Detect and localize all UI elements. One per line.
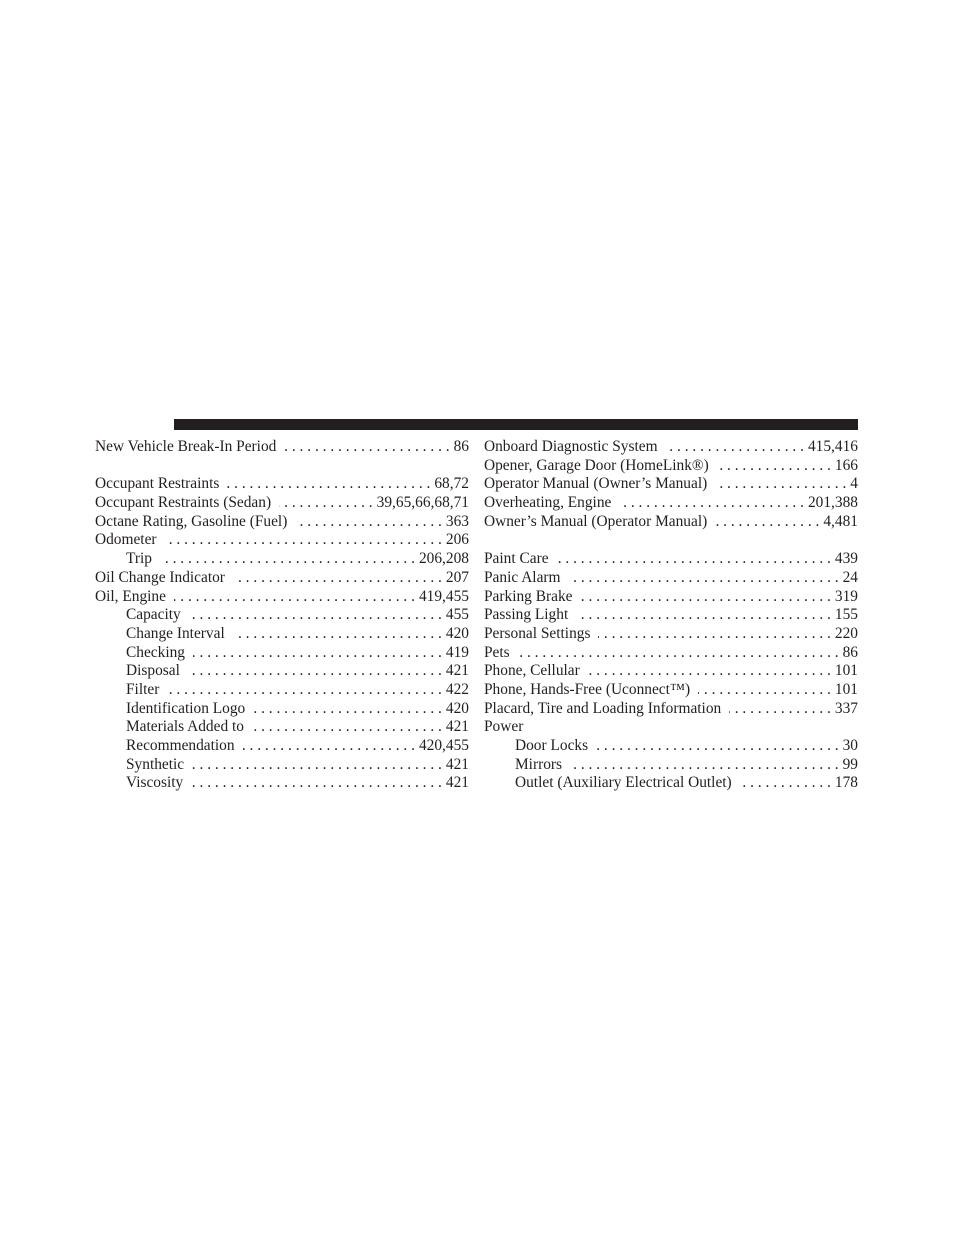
page-reference: 178 (834, 774, 858, 792)
index-subentry (95, 774, 469, 793)
index-term: Personal Settings (484, 624, 591, 642)
page-reference: 420,455 (418, 737, 469, 754)
dot-leader (596, 737, 839, 756)
dot-leader (740, 774, 831, 793)
page-reference: 420 (445, 699, 469, 717)
page-reference: 24 (842, 568, 858, 586)
index-entry (484, 681, 858, 700)
page-reference: 421 (445, 718, 469, 736)
index-term: Onboard Diagnostic System (484, 438, 658, 455)
index-entry (484, 550, 858, 569)
index-entry (95, 513, 469, 532)
index-term: Checking (126, 643, 185, 661)
dot-leader (715, 475, 846, 494)
index-subentry (95, 737, 469, 756)
dot-leader (295, 513, 442, 532)
dot-leader (189, 606, 442, 625)
index-entry (484, 606, 858, 625)
page-reference: 101 (834, 680, 858, 698)
index-term: Phone, Hands-Free (Uconnect™) (484, 680, 691, 698)
page-reference: 207 (445, 568, 469, 586)
index-term: New Vehicle Break-In Period (95, 438, 277, 455)
index-entry (95, 588, 469, 607)
index-entry (484, 438, 858, 457)
index-term: Occupant Restraints (Sedan) (95, 494, 272, 512)
index-term: Disposal (126, 662, 180, 680)
dot-leader (557, 550, 831, 569)
index-subentry (95, 662, 469, 681)
index-term: Panic Alarm (484, 568, 561, 586)
index-entry (484, 700, 858, 719)
dot-leader (284, 438, 449, 457)
index-entry (484, 513, 858, 532)
index-term: Phone, Cellular (484, 662, 580, 680)
index-term: Paint Care (484, 550, 549, 568)
index-subentry (484, 737, 858, 756)
index-entry (95, 531, 469, 550)
dot-leader (167, 681, 442, 700)
index-term: Capacity (126, 606, 181, 624)
dot-leader (227, 475, 430, 494)
dot-leader (570, 756, 839, 775)
dot-leader (160, 550, 415, 569)
index-term: Door Locks (515, 737, 589, 754)
page-reference: 206,208 (418, 550, 469, 568)
page-reference: 30 (842, 737, 858, 754)
page-reference: 419,455 (418, 587, 469, 605)
page-reference: 220 (834, 624, 858, 642)
page-reference: 415,416 (807, 438, 858, 455)
page-reference: 4 (850, 475, 858, 493)
dot-leader (279, 494, 373, 513)
index-term: Odometer (95, 531, 157, 549)
dot-leader (243, 737, 415, 756)
page-reference: 422 (445, 680, 469, 698)
dot-leader (165, 531, 442, 550)
index-term: Oil, Engine (95, 587, 166, 605)
page-reference: 86 (453, 438, 469, 455)
index-term: Passing Light (484, 606, 569, 624)
index-column-right (484, 438, 858, 793)
index-term: Occupant Restraints (95, 475, 220, 493)
dot-leader (569, 569, 839, 588)
page-reference: 155 (834, 606, 858, 624)
dot-leader (174, 588, 415, 607)
index-term: Outlet (Auxiliary Electrical Outlet) (515, 774, 732, 792)
index-entry (484, 718, 858, 737)
index-term: Materials Added to (126, 718, 244, 736)
index-term: Identification Logo (126, 699, 246, 717)
dot-leader (188, 662, 442, 681)
index-subentry (484, 774, 858, 793)
dot-leader (717, 457, 831, 476)
page-reference: 206 (445, 531, 469, 549)
index-term: Pets (484, 643, 510, 661)
dot-leader (253, 700, 442, 719)
index-entry (484, 494, 858, 513)
dot-leader (729, 700, 831, 719)
index-subentry (95, 700, 469, 719)
index-term: Filter (126, 680, 160, 698)
index-subentry (95, 625, 469, 644)
index-entry (484, 662, 858, 681)
dot-leader (698, 681, 831, 700)
page-reference: 166 (834, 456, 858, 474)
page-reference: 421 (445, 662, 469, 680)
page-reference: 39,65,66,68,71 (376, 494, 469, 512)
index-subentry (484, 756, 858, 775)
section-header-bar (174, 419, 858, 430)
index-term: Opener, Garage Door (HomeLink®) (484, 456, 709, 474)
index-subentry (95, 718, 469, 737)
page-reference: 439 (834, 550, 858, 568)
index-subentry (95, 550, 469, 569)
index-entry (95, 475, 469, 494)
dot-leader (233, 569, 442, 588)
page-reference: 421 (445, 774, 469, 792)
dot-leader (715, 513, 819, 532)
index-term: Octane Rating, Gasoline (Fuel) (95, 512, 288, 530)
dot-leader (576, 606, 831, 625)
dot-leader (252, 718, 442, 737)
page-reference: 337 (834, 699, 858, 717)
index-term: Power (484, 718, 524, 736)
page-reference: 455 (445, 606, 469, 624)
index-term: Parking Brake (484, 587, 573, 605)
index-term: Recommendation (126, 737, 235, 754)
page-reference: 319 (834, 587, 858, 605)
index-subentry (95, 681, 469, 700)
page-reference: 419 (445, 643, 469, 661)
page-reference: 421 (445, 755, 469, 773)
dot-leader (233, 625, 442, 644)
index-entry (484, 569, 858, 588)
dot-leader (666, 438, 804, 457)
page-reference: 68,72 (434, 475, 469, 493)
page-reference: 4,481 (823, 512, 858, 530)
index-column-left (95, 438, 469, 793)
index-term: Viscosity (126, 774, 184, 792)
index-term: Oil Change Indicator (95, 568, 225, 586)
index-term: Owner’s Manual (Operator Manual) (484, 512, 708, 530)
index-entry (484, 644, 858, 663)
index-term: Mirrors (515, 755, 563, 773)
index-entry (484, 475, 858, 494)
dot-leader (193, 644, 442, 663)
dot-leader (580, 588, 830, 607)
index-term: Operator Manual (Owner’s Manual) (484, 475, 708, 493)
index-subentry (95, 756, 469, 775)
dot-leader (191, 774, 442, 793)
index-entry (484, 625, 858, 644)
index-entry (95, 569, 469, 588)
index-entry (484, 588, 858, 607)
page-reference: 99 (842, 755, 858, 773)
index-entry (95, 494, 469, 513)
index-subentry (95, 644, 469, 663)
dot-leader (619, 494, 804, 513)
index-subentry (95, 606, 469, 625)
page-reference: 201,388 (807, 494, 858, 512)
index-entry (484, 457, 858, 476)
index-term: Trip (126, 550, 152, 568)
page-reference: 101 (834, 662, 858, 680)
dot-leader (518, 644, 839, 663)
dot-leader (598, 625, 830, 644)
index-term: Synthetic (126, 755, 185, 773)
page-reference: 86 (842, 643, 858, 661)
index-term: Overheating, Engine (484, 494, 612, 512)
index-entry (95, 438, 469, 457)
index-term: Change Interval (126, 624, 225, 642)
dot-leader (192, 756, 442, 775)
page-reference: 363 (445, 512, 469, 530)
index-term: Placard, Tire and Loading Information (484, 699, 722, 717)
dot-leader (588, 662, 831, 681)
page-reference: 420 (445, 624, 469, 642)
